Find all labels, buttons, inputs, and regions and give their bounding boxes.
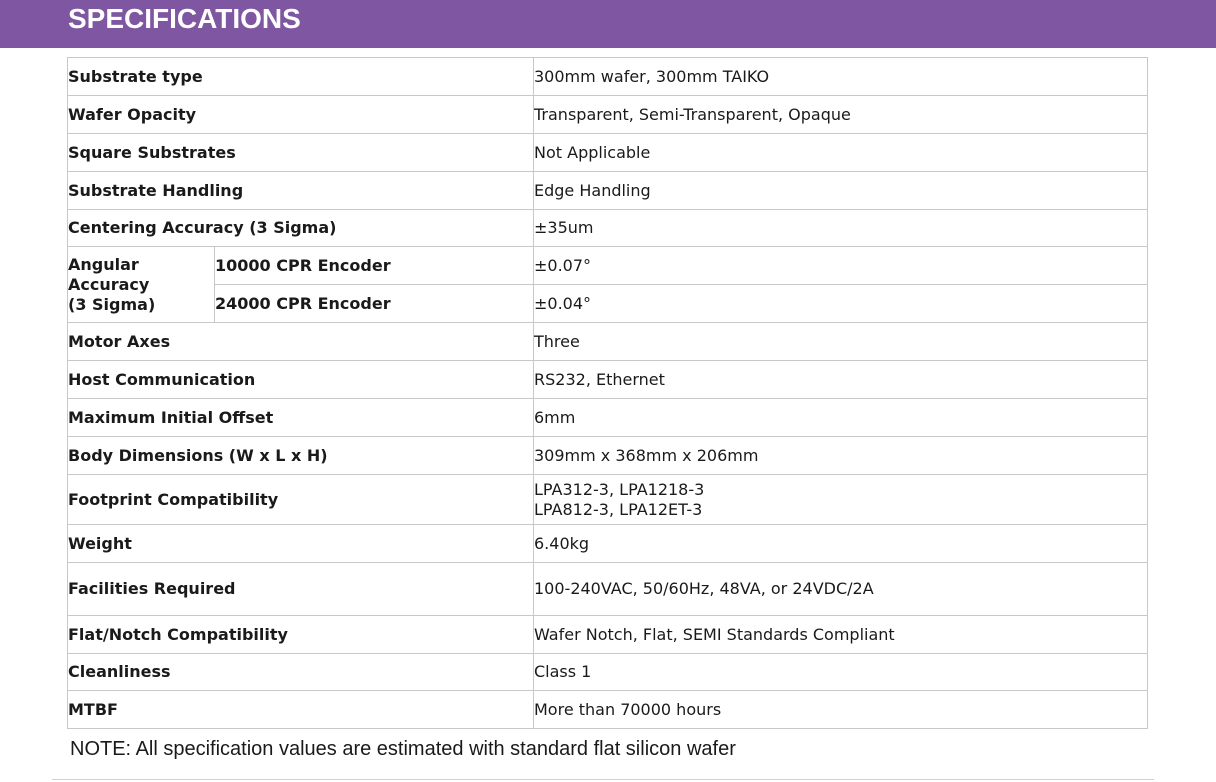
spec-value: ±0.04°	[534, 285, 1148, 323]
spec-label: MTBF	[68, 691, 534, 729]
footprint-line-2: LPA812-3, LPA12ET-3	[534, 499, 703, 519]
spec-value: 6mm	[534, 399, 1148, 437]
spec-value: Edge Handling	[534, 172, 1148, 210]
spec-value: ±0.07°	[534, 247, 1148, 285]
table-row	[68, 210, 1148, 247]
table-row	[68, 361, 1148, 399]
spec-value: Class 1	[534, 654, 1148, 691]
table-row	[68, 616, 1148, 654]
spec-value: 300mm wafer, 300mm TAIKO	[534, 58, 1148, 96]
spec-label: Substrate Handling	[68, 172, 534, 210]
spec-label: Body Dimensions (W x L x H)	[68, 437, 534, 475]
spec-value: 100-240VAC, 50/60Hz, 48VA, or 24VDC/2A	[534, 563, 1148, 616]
page-title: SPECIFICATIONS	[68, 3, 301, 34]
table-row	[68, 437, 1148, 475]
table-row	[68, 399, 1148, 437]
footprint-line-1: LPA312-3, LPA1218-3	[534, 479, 705, 499]
encoder-label: 24000 CPR Encoder	[215, 285, 534, 323]
table-row	[68, 58, 1148, 96]
spec-value: ±35um	[534, 210, 1148, 247]
encoder-label: 10000 CPR Encoder	[215, 247, 534, 285]
table-row	[68, 654, 1148, 691]
table-row	[68, 475, 1148, 525]
spec-value: RS232, Ethernet	[534, 361, 1148, 399]
table-row	[68, 323, 1148, 361]
spec-value: Three	[534, 323, 1148, 361]
angular-accuracy-line-2: Accuracy	[68, 274, 150, 294]
spec-label: Substrate type	[68, 58, 534, 96]
table-row	[68, 96, 1148, 134]
spec-label: Cleanliness	[68, 654, 534, 691]
table-row	[68, 247, 1148, 285]
table-row	[68, 691, 1148, 729]
spec-label: Wafer Opacity	[68, 96, 534, 134]
spec-value: Wafer Notch, Flat, SEMI Standards Compliant	[534, 616, 1148, 654]
footer-divider	[52, 779, 1154, 780]
spec-value: Not Applicable	[534, 134, 1148, 172]
angular-accuracy-label	[68, 247, 215, 323]
spec-value: Transparent, Semi-Transparent, Opaque	[534, 96, 1148, 134]
table-row	[68, 563, 1148, 616]
spec-label: Square Substrates	[68, 134, 534, 172]
spec-label: Flat/Notch Compatibility	[68, 616, 534, 654]
spec-value: More than 70000 hours	[534, 691, 1148, 729]
table-row	[68, 285, 1148, 323]
table-row	[68, 172, 1148, 210]
spec-label: Facilities Required	[68, 563, 534, 616]
table-row	[68, 134, 1148, 172]
footnote: NOTE: All specification values are estimated with standard flat silicon wafer	[70, 738, 736, 760]
angular-accuracy-line-1: Angular	[68, 254, 139, 274]
header-bar	[0, 0, 1216, 48]
spec-value: 309mm x 368mm x 206mm	[534, 437, 1148, 475]
spec-value: 6.40kg	[534, 525, 1148, 563]
spec-label: Motor Axes	[68, 323, 534, 361]
spec-label: Footprint Compatibility	[68, 475, 534, 525]
spec-value	[534, 475, 1148, 525]
angular-accuracy-line-3: (3 Sigma)	[68, 294, 156, 314]
spec-label: Weight	[68, 525, 534, 563]
specifications-table	[67, 57, 1148, 729]
table-row	[68, 525, 1148, 563]
spec-label: Centering Accuracy (3 Sigma)	[68, 210, 534, 247]
spec-label: Host Communication	[68, 361, 534, 399]
spec-label: Maximum Initial Offset	[68, 399, 534, 437]
